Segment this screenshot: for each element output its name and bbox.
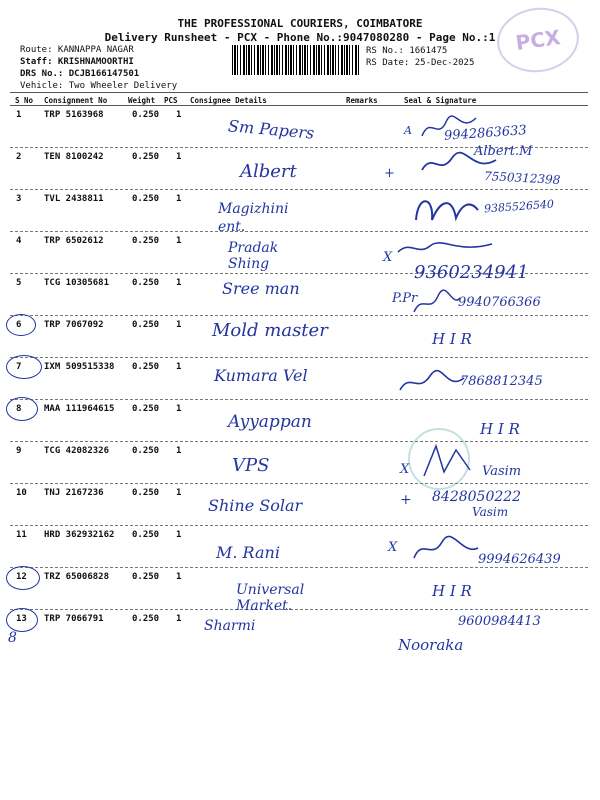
col-seal-signature: Seal & Signature bbox=[404, 96, 477, 105]
row-consignment: TRP 7067092 bbox=[44, 320, 104, 330]
row-sno: 7 bbox=[16, 362, 22, 372]
hir-mark: H I R bbox=[432, 582, 472, 600]
row-sno: 13 bbox=[16, 614, 27, 624]
rs-date: RS Date: 25-Dec-2025 bbox=[366, 58, 475, 68]
phone-handwriting: 9360234941 bbox=[414, 262, 529, 283]
mark-a: A bbox=[404, 124, 412, 137]
col-remarks: Remarks bbox=[346, 96, 378, 105]
mark-x: X bbox=[400, 462, 410, 477]
phone-handwriting: 8428050222 bbox=[432, 489, 522, 505]
rs-number: RS No.: 1661475 bbox=[366, 46, 448, 56]
route-label: Route: KANNAPPA NAGAR bbox=[20, 45, 134, 55]
row-weight: 0.250 bbox=[132, 236, 160, 246]
consignee-handwriting: M. Rani bbox=[216, 543, 280, 562]
row-sno: 8 bbox=[16, 404, 22, 414]
signature-scribble bbox=[420, 112, 480, 142]
row-consignment: IXM 509515338 bbox=[44, 362, 115, 372]
signature-scribble bbox=[396, 368, 466, 398]
signature-scribble bbox=[410, 534, 480, 564]
consignee-handwriting: Universal Market. bbox=[236, 582, 305, 614]
hand-circle bbox=[6, 355, 42, 379]
col-consignee: Consignee Details bbox=[190, 96, 267, 105]
row-pcs: 1 bbox=[176, 236, 182, 246]
row-pcs: 1 bbox=[176, 614, 182, 624]
consignee-handwriting: Sree man bbox=[222, 279, 300, 298]
mark-plus: + bbox=[384, 166, 395, 181]
row-sno: 11 bbox=[16, 530, 27, 540]
hand-circle bbox=[6, 397, 38, 421]
row-divider bbox=[10, 525, 588, 526]
col-sno: S No bbox=[15, 96, 34, 105]
signature-scribble bbox=[396, 238, 496, 258]
row-consignment: TCG 10305681 bbox=[44, 278, 110, 288]
row-pcs: 1 bbox=[176, 278, 182, 288]
name-handwriting: Vasim bbox=[472, 505, 509, 519]
phone-handwriting: 9994626439 bbox=[478, 552, 561, 567]
row-weight: 0.250 bbox=[132, 152, 160, 162]
row-consignment: TRP 7066791 bbox=[44, 614, 104, 624]
hand-circle bbox=[6, 608, 38, 632]
row-weight: 0.250 bbox=[132, 614, 160, 624]
phone-handwriting: 9942863633 bbox=[443, 123, 528, 144]
phone-handwriting: 9385526540 bbox=[483, 197, 555, 216]
consignee-handwriting: Magizhini ent. bbox=[218, 201, 289, 235]
row-divider bbox=[10, 189, 588, 190]
row-divider bbox=[10, 567, 588, 568]
signature-scribble bbox=[412, 190, 482, 230]
side-mark: 8 bbox=[8, 630, 17, 646]
row-pcs: 1 bbox=[176, 362, 182, 372]
row-pcs: 1 bbox=[176, 530, 182, 540]
runsheet-subtitle: Delivery Runsheet - PCX - Phone No.:9047080280 - Page No.:1 bbox=[104, 31, 496, 44]
mark-x: X bbox=[383, 250, 393, 265]
row-consignment: TEN 8100242 bbox=[44, 152, 104, 162]
consignee-handwriting: Albert bbox=[240, 161, 297, 182]
name-handwriting: Albert.M bbox=[474, 144, 533, 159]
row-weight: 0.250 bbox=[132, 404, 160, 414]
row-weight: 0.250 bbox=[132, 530, 160, 540]
staff-label: Staff: KRISHNAMOORTHI bbox=[20, 57, 134, 67]
signature-scribble bbox=[420, 150, 500, 180]
row-divider bbox=[10, 441, 588, 442]
row-pcs: 1 bbox=[176, 488, 182, 498]
col-weight: Weight bbox=[128, 96, 156, 105]
row-weight: 0.250 bbox=[132, 488, 160, 498]
consignee-handwriting: Ayyappan bbox=[228, 412, 312, 432]
row-pcs: 1 bbox=[176, 446, 182, 456]
consignee-handwriting: Kumara Vel bbox=[214, 366, 308, 385]
signature-scribble bbox=[420, 440, 480, 480]
row-consignment: TRP 6502612 bbox=[44, 236, 104, 246]
mark-plus: + bbox=[400, 492, 412, 508]
header-bottom-rule bbox=[10, 105, 588, 106]
row-consignment: TCG 42082326 bbox=[44, 446, 110, 456]
row-consignment: TRZ 65006828 bbox=[44, 572, 110, 582]
hand-circle bbox=[6, 314, 36, 336]
hand-circle bbox=[6, 566, 40, 590]
row-weight: 0.250 bbox=[132, 572, 160, 582]
row-pcs: 1 bbox=[176, 110, 182, 120]
signature-scribble bbox=[412, 288, 462, 316]
row-weight: 0.250 bbox=[132, 110, 160, 120]
phone-handwriting: 7868812345 bbox=[460, 374, 543, 389]
consignee-handwriting: Pradak Shing bbox=[228, 240, 279, 272]
consignee-handwriting: Shine Solar bbox=[208, 496, 303, 515]
phone-handwriting: 9600984413 bbox=[458, 614, 541, 629]
row-weight: 0.250 bbox=[132, 446, 160, 456]
col-consignment: Consignment No bbox=[44, 96, 108, 105]
row-pcs: 1 bbox=[176, 194, 182, 204]
col-pcs: PCS bbox=[164, 96, 178, 105]
row-consignment: HRD 362932162 bbox=[44, 530, 115, 540]
consignee-handwriting: VPS bbox=[232, 455, 270, 476]
row-sno: 12 bbox=[16, 572, 27, 582]
row-weight: 0.250 bbox=[132, 362, 160, 372]
row-pcs: 1 bbox=[176, 320, 182, 330]
phone-handwriting: 7550312398 bbox=[483, 169, 561, 187]
row-sno: 10 bbox=[16, 488, 27, 498]
consignee-handwriting: Sm Papers bbox=[227, 116, 316, 143]
row-pcs: 1 bbox=[176, 152, 182, 162]
row-divider bbox=[10, 315, 588, 316]
barcode bbox=[232, 45, 360, 75]
row-consignment: TNJ 2167236 bbox=[44, 488, 104, 498]
mark-x: X bbox=[388, 540, 398, 555]
row-sno: 5 bbox=[16, 278, 22, 288]
consignee-handwriting: Sharmi bbox=[204, 618, 256, 634]
name-handwriting: Nooraka bbox=[398, 636, 464, 654]
row-sno: 3 bbox=[16, 194, 22, 204]
row-weight: 0.250 bbox=[132, 320, 160, 330]
row-weight: 0.250 bbox=[132, 278, 160, 288]
row-sno: 6 bbox=[16, 320, 22, 330]
row-divider bbox=[10, 357, 588, 358]
hir-mark: H I R bbox=[432, 330, 472, 348]
phone-handwriting: 9940766366 bbox=[458, 295, 541, 310]
row-divider bbox=[10, 399, 588, 400]
header-top-rule bbox=[10, 92, 588, 93]
row-pcs: 1 bbox=[176, 404, 182, 414]
company-title: THE PROFESSIONAL COURIERS, COIMBATORE bbox=[177, 17, 423, 30]
row-sno: 9 bbox=[16, 446, 22, 456]
drs-number: DRS No.: DCJB166147501 bbox=[20, 69, 140, 79]
name-handwriting: Vasim bbox=[482, 464, 522, 479]
row-consignment: TVL 2438811 bbox=[44, 194, 104, 204]
row-consignment: MAA 111964615 bbox=[44, 404, 115, 414]
pcx-stamp: PCX bbox=[493, 3, 583, 78]
row-weight: 0.250 bbox=[132, 194, 160, 204]
row-sno: 1 bbox=[16, 110, 22, 120]
row-consignment: TRP 5163968 bbox=[44, 110, 104, 120]
vehicle-label: Vehicle: Two Wheeler Delivery bbox=[20, 81, 178, 91]
row-sno: 4 bbox=[16, 236, 22, 246]
row-pcs: 1 bbox=[176, 572, 182, 582]
row-sno: 2 bbox=[16, 152, 22, 162]
mark-pr: P.Pr bbox=[392, 291, 418, 306]
hir-mark: H I R bbox=[480, 420, 520, 438]
consignee-handwriting: Mold master bbox=[212, 320, 328, 341]
row-divider bbox=[10, 483, 588, 484]
